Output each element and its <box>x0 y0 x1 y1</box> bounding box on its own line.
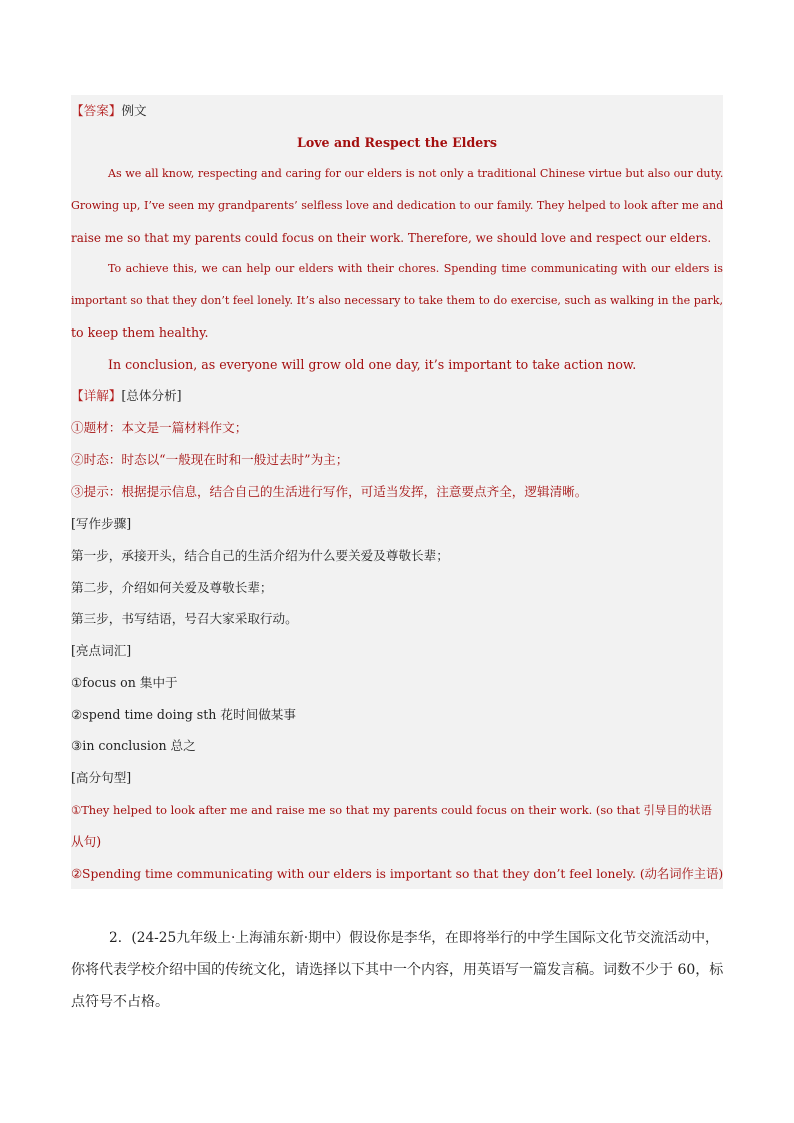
essay-line: Growing up, I’ve seen my grandparents’ selfless love and dedication to our family. They helped to look after me and <box>71 199 724 212</box>
essay-line: to keep them healthy. <box>71 325 209 340</box>
analysis-item: ①题材：本文是一篇材料作文； <box>71 420 248 435</box>
analysis-item: ③提示：根据提示信息，结合自己的生活进行写作，可适当发挥，注意要点齐全，逻辑清晰。 <box>71 484 588 499</box>
vocab-item: ②spend time doing sth 花时间做某事 <box>71 707 296 722</box>
step-item: 第二步，介绍如何关爱及尊敬长辈； <box>71 580 273 595</box>
essay-line: As we all know, respecting and caring for our elders is not only a traditional Chinese virtue but also our duty. <box>108 167 724 180</box>
answer-header <box>71 103 723 119</box>
essay-title: Love and Respect the Elders <box>296 135 498 150</box>
vocab-header: [亮点词汇] <box>71 643 132 658</box>
sentence-header: [高分句型] <box>71 770 132 785</box>
essay-line: important so that they don’t feel lonely. It’s also necessary to take them to do exercise, such as walking in the park, <box>71 294 723 307</box>
essay-line: In conclusion, as everyone will grow old one day, it’s important to take action now. <box>108 357 637 372</box>
sentence-item: 从句) <box>71 834 102 849</box>
question-line: 你将代表学校介绍中国的传统文化，请选择以下其中一个内容，用英语写一篇发言稿。词数不少于 60，标 <box>71 962 724 978</box>
step-item: 第一步，承接开头，结合自己的生活介绍为什么要关爱及尊敬长辈； <box>71 548 449 563</box>
essay-line: raise me so that my parents could focus on their work. Therefore, we should love and respect our elders. <box>71 231 712 245</box>
steps-header: [写作步骤] <box>71 516 132 531</box>
overall-analysis-label: [总体分析] <box>121 388 182 403</box>
sentence-item: ①They helped to look after me and raise me so that my parents could focus on their work. (so that 引导目的状语 <box>71 803 712 817</box>
vocab-item: ①focus on 集中于 <box>71 675 178 690</box>
vocab-item: ③in conclusion 总之 <box>71 738 196 753</box>
detail-bracket: 【详解】 <box>71 388 122 403</box>
question-line: 点符号不占格。 <box>71 994 169 1010</box>
essay-line: To achieve this, we can help our elders with their chores. Spending time communicating with our elders is <box>108 262 723 275</box>
detail-header <box>71 388 723 404</box>
sentence-item: ②Spending time communicating with our elders is important so that they don’t feel lonely. (动名词作主语) <box>71 867 724 881</box>
step-item: 第三步，书写结语，号召大家采取行动。 <box>71 611 298 626</box>
question-line: 2．(24-25九年级上·上海浦东新·期中）假设你是李华，在即将举行的中学生国际文化节交流活动中， <box>109 930 719 946</box>
answer-label: 例文 <box>121 103 147 118</box>
answer-bracket: 【答案】 <box>71 103 122 118</box>
analysis-item: ②时态：时态以“一般现在时和一般过去时”为主； <box>71 452 349 467</box>
